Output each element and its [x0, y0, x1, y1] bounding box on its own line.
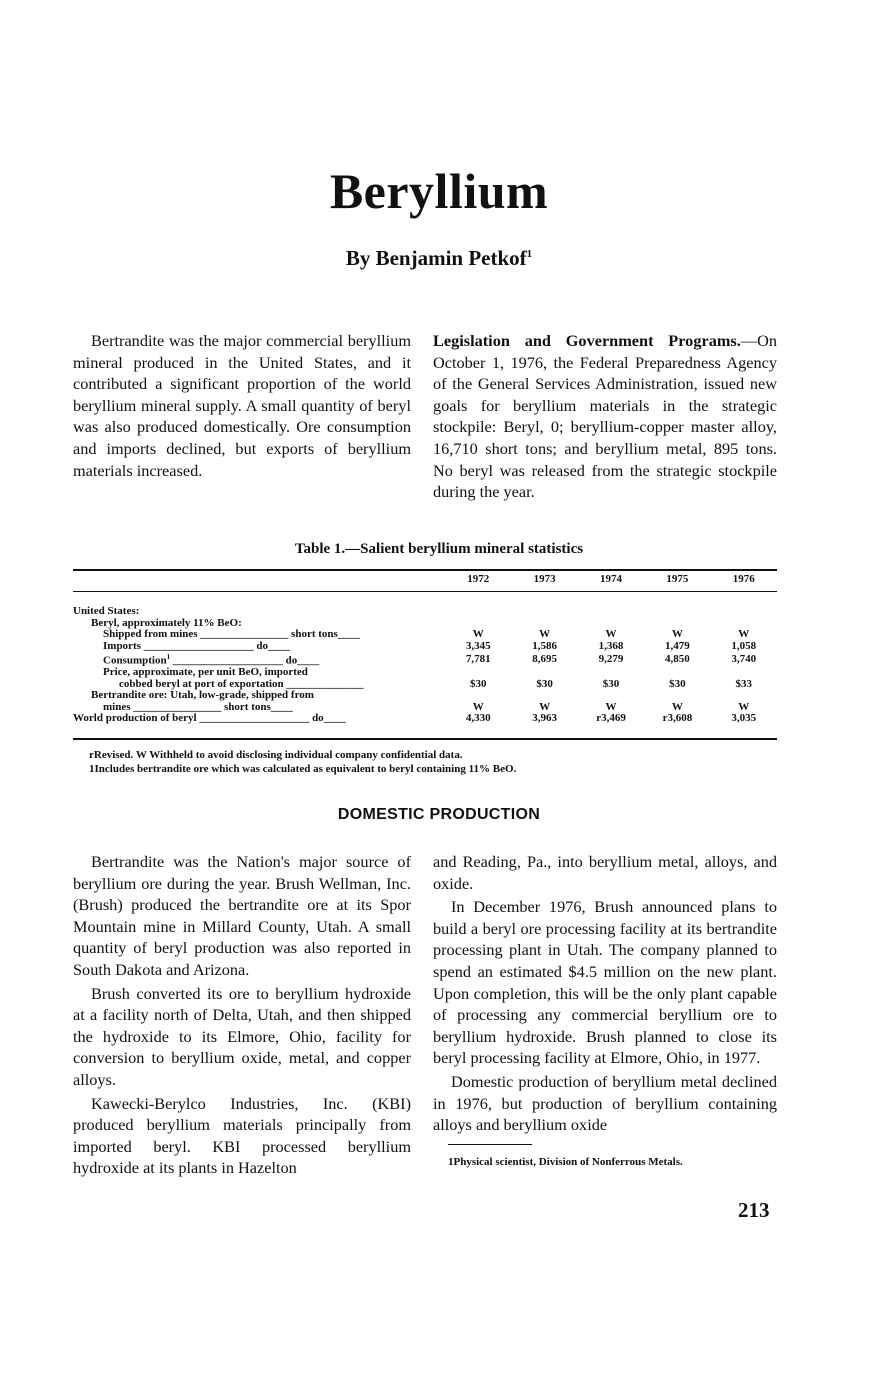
table-cell-value: W	[671, 628, 683, 640]
row-unit: short tons	[291, 628, 338, 640]
table-cell-value: W	[605, 628, 617, 640]
production-left-column	[73, 851, 411, 1181]
row-label-text: World production of beryl	[73, 712, 197, 725]
leader-dots: ________________	[130, 700, 224, 713]
table-cell-value	[711, 606, 777, 618]
leader-dots: ____	[270, 700, 293, 713]
leader-dots: ____________________	[140, 639, 257, 652]
table-cell-value: W	[539, 700, 551, 713]
page-title: Beryllium	[329, 163, 549, 219]
table-year-header: 1972	[467, 573, 490, 586]
table-title: Table 1.—Salient beryllium mineral statistics	[294, 541, 584, 557]
table-cell-value: W	[738, 628, 750, 640]
row-unit: short tons	[224, 700, 271, 713]
table-row	[73, 641, 777, 653]
page-number: 213	[738, 1198, 770, 1222]
table-cell-value: 4,850	[665, 652, 690, 665]
table-cell-value	[711, 667, 777, 679]
table-cell-value: W	[472, 628, 484, 640]
table-year-header: 1973	[533, 573, 556, 586]
table-cell-value: $33	[735, 677, 753, 690]
table-note: 1Includes bertrandite ore which was calculated as equivalent to beryl containing 11% BeO.	[89, 763, 517, 775]
row-unit: do	[312, 712, 324, 725]
table-cell-value: r3,469	[596, 712, 626, 725]
production-paragraph: Bertrandite was the Nation's major source of beryllium ore during the year. Brush Wellman, Inc. (Brush) produced the bertrandite ore at its Spor Mountain mine in Millard County, Utah. A small quantity of beryl production was also reported in South Dakota and Arizona.	[73, 852, 411, 979]
leader-dots: ________________	[197, 628, 292, 640]
production-paragraph: and Reading, Pa., into beryllium metal, alloys, and oxide.	[433, 852, 777, 893]
leader-dots: ______________	[283, 677, 364, 690]
section-heading: DOMESTIC PRODUCTION	[337, 806, 541, 823]
table-row-label	[73, 713, 445, 725]
table-note: rRevised. W Withheld to avoid disclosing individual company confidential data.	[89, 749, 463, 761]
row-footnote-mark: 1	[166, 653, 171, 661]
row-label-text: Price, approximate, per unit BeO, imported	[103, 666, 308, 679]
author-name: By Benjamin Petkof	[345, 246, 527, 270]
row-unit: do	[256, 639, 269, 652]
table-cell-value	[578, 690, 644, 702]
table-cell-value	[511, 690, 577, 702]
table-cell-value: W	[472, 700, 484, 713]
table-cell-value: 8,695	[532, 652, 558, 665]
table-cell-value: 3,740	[731, 652, 757, 665]
table-cell-value	[578, 667, 644, 679]
leader-dots: ____	[323, 712, 346, 725]
row-label-text: Shipped from mines	[103, 628, 198, 640]
table-cell-value: 4,330	[465, 712, 491, 725]
table-cell-value	[644, 690, 710, 702]
table-cell-value: 3,035	[731, 712, 757, 725]
table-cell-value: W	[671, 700, 683, 713]
table-cell-value: 1,058	[731, 639, 757, 652]
legislation-paragraph	[433, 330, 777, 503]
legislation-heading: Legislation and Government Programs.	[433, 331, 741, 350]
table-cell-value: $30	[536, 677, 553, 690]
table-cell-value	[644, 667, 710, 679]
row-label-text: Consumption	[103, 654, 167, 667]
row-label-text: Beryl, approximately 11% BeO:	[91, 616, 242, 629]
table-cell-value	[644, 606, 710, 618]
table-cell-value: 3,345	[465, 639, 491, 652]
table-year-header: 1975	[666, 573, 689, 586]
table-cell-value: r3,608	[662, 712, 693, 725]
footnote: 1Physical scientist, Division of Nonferrous Metals.	[448, 1156, 683, 1168]
row-label-text: cobbed beryl at port of exportation	[119, 677, 284, 690]
intro-left-column	[73, 330, 411, 481]
row-label-text: mines	[103, 700, 131, 713]
table-cell-value: 1,586	[532, 639, 558, 652]
footnote-rule	[448, 1144, 532, 1145]
table-cell-value: 3,963	[532, 712, 558, 725]
leader-dots: ____	[297, 654, 320, 667]
production-paragraph: Domestic production of beryllium metal declined in 1976, but production of beryllium containing alloys and beryllium oxide	[433, 1071, 777, 1135]
production-paragraph: Kawecki-Berylco Industries, Inc. (KBI) produced beryllium materials principally from imported beryl. KBI processed beryllium hydroxide at its plants in Hazelton	[73, 1093, 411, 1178]
table-cell-value	[711, 690, 777, 702]
table-year-header: 1974	[600, 573, 623, 586]
row-unit: do	[285, 654, 298, 667]
table-cell-value	[511, 606, 577, 618]
table-cell-value	[445, 606, 511, 618]
row-label-text: Bertrandite ore: Utah, low-grade, shipped from	[91, 689, 314, 702]
table-row-label	[73, 652, 445, 667]
table-cell-value	[445, 690, 511, 702]
table-cell-value: W	[539, 628, 551, 640]
table-cell-value	[445, 667, 511, 679]
table-notes	[89, 748, 516, 776]
leader-dots: ____________________	[196, 712, 313, 725]
table-row-label	[73, 641, 445, 653]
table-cell-value: $30	[602, 677, 620, 690]
table-cell-value	[578, 606, 644, 618]
production-right-column	[433, 851, 777, 1138]
table-row	[73, 652, 777, 667]
intro-right-column	[433, 330, 777, 503]
table-header-row	[73, 570, 777, 590]
author-byline	[0, 246, 878, 271]
table-year-header: 1976	[732, 573, 755, 586]
table-cell-value: $30	[470, 677, 487, 690]
table-header-blank	[73, 570, 445, 590]
leader-dots: ____	[268, 639, 291, 652]
table-cell-value: 7,781	[465, 652, 491, 665]
table-cell-value: $30	[669, 677, 686, 690]
leader-dots: ____________________	[170, 654, 286, 667]
intro-paragraph: Bertrandite was the major commercial beryllium mineral produced in the United States, and it contributed a significant proportion of the world beryllium mineral supply. A small quantity of beryl was also produced domestically. Ore consumption and imports declined, but exports of beryllium materials increased.	[73, 331, 411, 480]
legislation-body: —On October 1, 1976, the Federal Preparedness Agency of the General Services Administration, issued new goals for beryllium materials in the strategic stockpile: Beryl, 0; beryllium-copper master alloy, 16,710 short tons; and beryllium metal, 895 tons. No beryl was released from the strategic stockpile during the year.	[433, 331, 777, 502]
table-cell-value: 1,368	[598, 639, 624, 652]
author-footnote-mark: 1	[526, 248, 533, 260]
table-row	[73, 713, 777, 725]
leader-dots: ____	[337, 628, 360, 640]
row-label-text: United States:	[73, 605, 140, 617]
table-cell-value: W	[605, 700, 617, 713]
statistics-table	[73, 570, 777, 725]
table-bottom-rule	[73, 738, 777, 740]
table-cell-value: W	[738, 700, 750, 713]
table-cell-value: 9,279	[598, 652, 624, 665]
production-paragraph: Brush converted its ore to beryllium hydroxide at a facility north of Delta, Utah, and then shipped the hydroxide to its Elmore, Ohio, facility for conversion to beryllium oxide, metal, and copper alloys.	[73, 983, 411, 1089]
production-paragraph: In December 1976, Brush announced plans to build a beryl ore processing facility at its bertrandite processing plant in Utah. The company planned to spend an estimated $4.5 million on the new plant. Upon completion, this will be the only plant capable of processing any commercial beryllium ore to beryllium hydroxide. Brush planned to close its beryl processing facility at Elmore, Ohio, in 1977.	[433, 897, 777, 1068]
table-cell-value: 1,479	[665, 639, 690, 652]
row-label-text: Imports	[103, 639, 141, 652]
table-cell-value	[511, 667, 577, 679]
